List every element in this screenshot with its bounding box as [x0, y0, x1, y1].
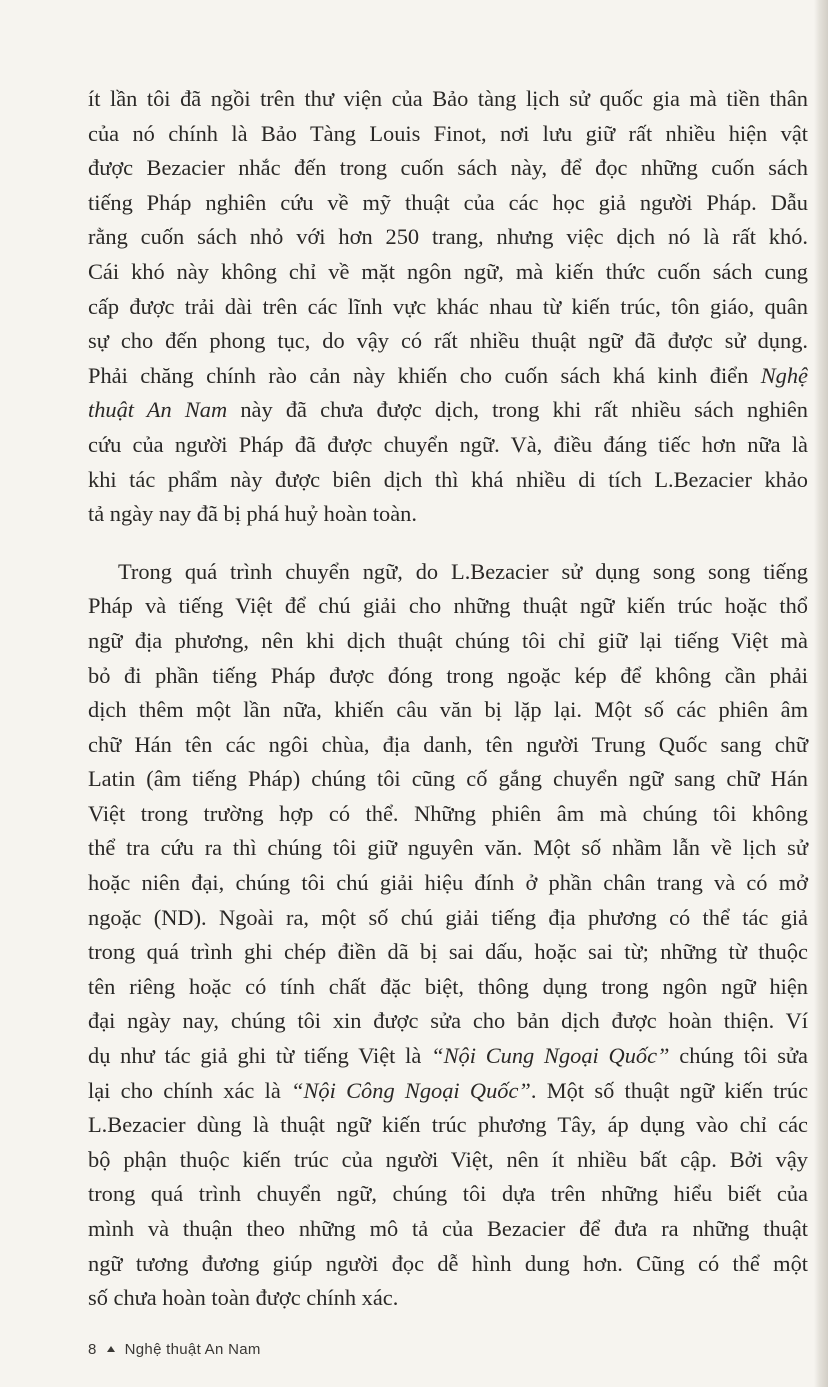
text-line: tiếng Pháp nghiên cứu về mỹ thuật của các học giả người Pháp. Dẫu — [88, 189, 808, 215]
text-line: Cái khó này không chỉ về mặt ngôn ngữ, mà kiến thức cuốn sách cung — [88, 258, 808, 284]
text-line: ngữ tương đương giúp người đọc dễ hình dung hơn. Cũng có thể một — [88, 1250, 808, 1276]
text-segment: chúng tôi sửa — [669, 1043, 808, 1069]
paragraph-2 — [88, 555, 808, 1316]
text-line: sự cho đến phong tục, do vậy có rất nhiều thuật ngữ đã được sử dụng. — [88, 328, 808, 354]
text-line: L.Bezacier dùng là thuật ngữ kiến trúc phương Tây, áp dụng vào chỉ các — [88, 1112, 808, 1138]
paragraph-1 — [88, 82, 808, 532]
page-body — [88, 82, 808, 1316]
text-line: mình và thuận theo những mô tả của Bezacier để đưa ra những thuật — [88, 1216, 808, 1241]
text-segment: . Một số thuật ngữ kiến trúc — [530, 1077, 809, 1103]
quoted-term-italic: “Nội Cung Ngoại Quốc” — [431, 1043, 670, 1069]
text-line: số chưa hoàn toàn được chính xác. — [88, 1285, 399, 1311]
text-segment: dụ như tác giả ghi từ tiếng Việt là — [88, 1043, 432, 1069]
text-line — [88, 359, 808, 394]
page-edge-shadow — [814, 0, 828, 1387]
text-line: được Bezacier nhắc đến trong cuốn sách này, để đọc những cuốn sách — [88, 155, 808, 181]
text-line: ngoặc (ND). Ngoài ra, một số chú giải tiếng địa phương có thể tác giả — [88, 904, 808, 930]
text-segment: lại cho chính xác là — [88, 1077, 292, 1103]
text-line — [88, 393, 808, 428]
text-line: chữ Hán tên các ngôi chùa, địa danh, tên người Trung Quốc sang chữ — [88, 731, 808, 757]
text-line: dịch thêm một lần nữa, khiến câu văn bị lặp lại. Một số các phiên âm — [88, 697, 808, 723]
text-line — [88, 1039, 808, 1074]
text-line: của nó chính là Bảo Tàng Louis Finot, nơi lưu giữ rất nhiều hiện vật — [88, 120, 808, 146]
text-line: tên riêng hoặc có tính chất đặc biệt, thông dụng trong ngôn ngữ hiện — [88, 973, 808, 999]
quoted-term-italic: “Nội Công Ngoại Quốc” — [291, 1077, 531, 1103]
text-line: Pháp và tiếng Việt để chú giải cho những thuật ngữ kiến trúc hoặc thổ — [88, 593, 808, 619]
text-line: trong quá trình ghi chép điền dã bị sai dấu, hoặc sai từ; những từ thuộc — [88, 939, 808, 965]
text-line: bỏ đi phần tiếng Pháp được đóng trong ngoặc kép để không cần phải — [88, 662, 808, 688]
text-line: đại ngày nay, chúng tôi xin được sửa cho bản dịch được hoàn thiện. Ví — [88, 1008, 808, 1034]
text-line: hoặc niên đại, chúng tôi chú giải hiệu đính ở phần chân trang và có mở — [88, 870, 808, 896]
running-title: Nghệ thuật An Nam — [124, 1341, 261, 1358]
text-line: ít lần tôi đã ngồi trên thư viện của Bảo tàng lịch sử quốc gia mà tiền thân — [88, 86, 808, 111]
page-number: 8 — [88, 1341, 97, 1358]
text-line: Trong quá trình chuyển ngữ, do L.Bezacier sử dụng song song tiếng — [118, 558, 808, 584]
text-line: bộ phận thuộc kiến trúc của người Việt, nên ít nhiều bất cập. Bởi vậy — [88, 1146, 808, 1172]
text-line: rằng cuốn sách nhỏ với hơn 250 trang, nhưng việc dịch nó là rất khó. — [88, 224, 808, 250]
text-line: ngữ địa phương, nên khi dịch thuật chúng tôi chỉ giữ lại tiếng Việt mà — [88, 627, 808, 653]
text-segment: này đã chưa được dịch, trong khi rất nhiều sách nghiên — [227, 397, 808, 423]
text-line: cấp được trải dài trên các lĩnh vực khác nhau từ kiến trúc, tôn giáo, quân — [88, 293, 808, 319]
book-title-italic: thuật An Nam — [88, 397, 228, 423]
triangle-icon — [107, 1346, 115, 1352]
text-line: Latin (âm tiếng Pháp) chúng tôi cũng cố gắng chuyển ngữ sang chữ Hán — [88, 766, 808, 792]
text-line: Việt trong trường hợp có thể. Những phiên âm mà chúng tôi không — [88, 800, 808, 826]
text-segment: Phải chăng chính rào cản này khiến cho cuốn sách khá kinh điển — [88, 362, 761, 388]
text-line: trong quá trình chuyển ngữ, chúng tôi dựa trên những hiểu biết của — [88, 1181, 808, 1207]
text-line: thể tra cứu ra thì chúng tôi giữ nguyên văn. Một số nhầm lẫn về lịch sử — [88, 835, 808, 861]
text-line: khi tác phẩm này được biên dịch thì khá nhiều di tích L.Bezacier khảo — [88, 466, 808, 492]
text-line: cứu của người Pháp đã được chuyển ngữ. Và, điều đáng tiếc hơn nữa là — [88, 431, 808, 457]
text-line — [88, 1074, 808, 1109]
book-title-italic: Nghệ — [760, 362, 808, 388]
text-line: tả ngày nay đã bị phá huỷ hoàn toàn. — [88, 501, 417, 527]
page-footer — [88, 1341, 261, 1358]
